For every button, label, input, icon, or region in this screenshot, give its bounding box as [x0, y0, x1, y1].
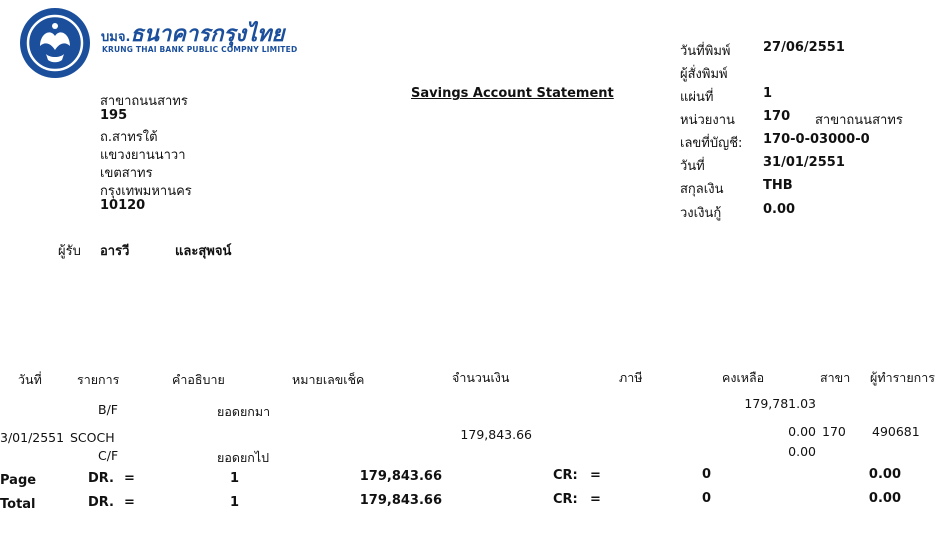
grand-dr-count: 1	[230, 495, 240, 510]
page-dr-eq: =	[124, 471, 135, 486]
page-dr-amount: 179,843.66	[359, 469, 442, 484]
col-header-desc: คำอธิบาย	[172, 372, 225, 387]
col-header-branch: สาขา	[820, 370, 851, 385]
row-balance: 0.00	[788, 444, 816, 459]
grand-dr-amount: 179,843.66	[359, 493, 442, 508]
grand-cr-label: CR:	[553, 492, 578, 507]
account-number: 170-0-03000-0	[763, 132, 870, 147]
row-desc: ยอดยกไป	[217, 450, 270, 465]
row-amount: 179,843.66	[460, 427, 532, 442]
address-subdistrict: แขวงยานนาวา	[100, 148, 186, 163]
unit-code: 170	[763, 109, 791, 124]
recipient-label: ผู้รับ	[58, 244, 81, 259]
row-balance: 179,781.03	[744, 396, 816, 411]
grand-total-label: Total	[0, 497, 36, 512]
address-number: 195	[100, 108, 128, 123]
page-cr-count: 0	[702, 467, 712, 482]
grand-cr-amount: 0.00	[868, 491, 901, 506]
currency: THB	[763, 178, 793, 193]
recipient-name-first: อารวี	[100, 244, 130, 259]
page-dr-count: 1	[230, 471, 240, 486]
print-date: 27/06/2551	[763, 40, 845, 55]
page-cr-eq: =	[590, 468, 601, 483]
col-header-amount: จำนวนเงิน	[452, 370, 510, 385]
row-balance: 0.00	[788, 424, 816, 439]
row-branch: 170	[822, 424, 846, 439]
sheet-label: แผ่นที่	[680, 90, 714, 105]
grand-cr-eq: =	[590, 492, 601, 507]
row-txn: B/F	[98, 402, 118, 417]
page-cr-amount: 0.00	[868, 467, 901, 482]
address-province: กรุงเทพมหานคร	[100, 184, 192, 199]
date-label: วันที่	[680, 159, 705, 174]
account-label: เลขที่บัญชี:	[680, 136, 743, 151]
row-desc: ยอดยกมา	[217, 404, 271, 419]
bank-name-main: ธนาคารกรุงไทย	[130, 22, 285, 47]
address-branch: สาขาถนนสาทร	[100, 94, 188, 109]
row-txn: C/F	[98, 448, 119, 463]
credit-limit-label: วงเงินกู้	[680, 206, 722, 221]
page-dr-label: DR.	[88, 471, 114, 486]
page-total-label: Page	[0, 473, 37, 488]
grand-cr-count: 0	[702, 491, 712, 506]
col-header-balance: คงเหลือ	[722, 370, 765, 385]
col-header-txn: รายการ	[77, 372, 120, 387]
col-header-cheque: หมายเลขเช็ค	[292, 372, 365, 387]
grand-dr-eq: =	[124, 495, 135, 510]
row-date: 3/01/2551	[0, 430, 65, 445]
bank-name-prefix: บมจ.	[101, 30, 131, 45]
unit-name: สาขาถนนสาทร	[815, 113, 903, 128]
currency-label: สกุลเงิน	[680, 182, 724, 197]
unit-label: หน่วยงาน	[680, 113, 735, 128]
credit-limit: 0.00	[763, 202, 796, 217]
ordered-by-label: ผู้สั่งพิมพ์	[680, 67, 728, 82]
grand-dr-label: DR.	[88, 495, 114, 510]
recipient-name-rest: และสุพจน์	[175, 244, 232, 259]
col-header-teller: ผู้ทำรายการ	[870, 370, 935, 385]
statement-date: 31/01/2551	[763, 155, 845, 170]
row-txn: SCOCH	[70, 430, 115, 445]
bank-name-en: KRUNG THAI BANK PUBLIC COMPNY LIMITED	[102, 45, 298, 54]
col-header-tax: ภาษี	[619, 370, 643, 385]
bank-logo	[18, 6, 92, 80]
row-teller: 490681	[872, 424, 920, 439]
col-header-date: วันที่	[18, 372, 42, 387]
address-postcode: 10120	[100, 198, 146, 213]
address-district: เขตสาทร	[100, 166, 153, 181]
address-road: ถ.สาทรใต้	[100, 130, 158, 145]
sheet-number: 1	[763, 86, 773, 101]
page-cr-label: CR:	[553, 468, 578, 483]
print-date-label: วันที่พิมพ์	[680, 44, 731, 59]
document-title: Savings Account Statement	[411, 86, 614, 101]
